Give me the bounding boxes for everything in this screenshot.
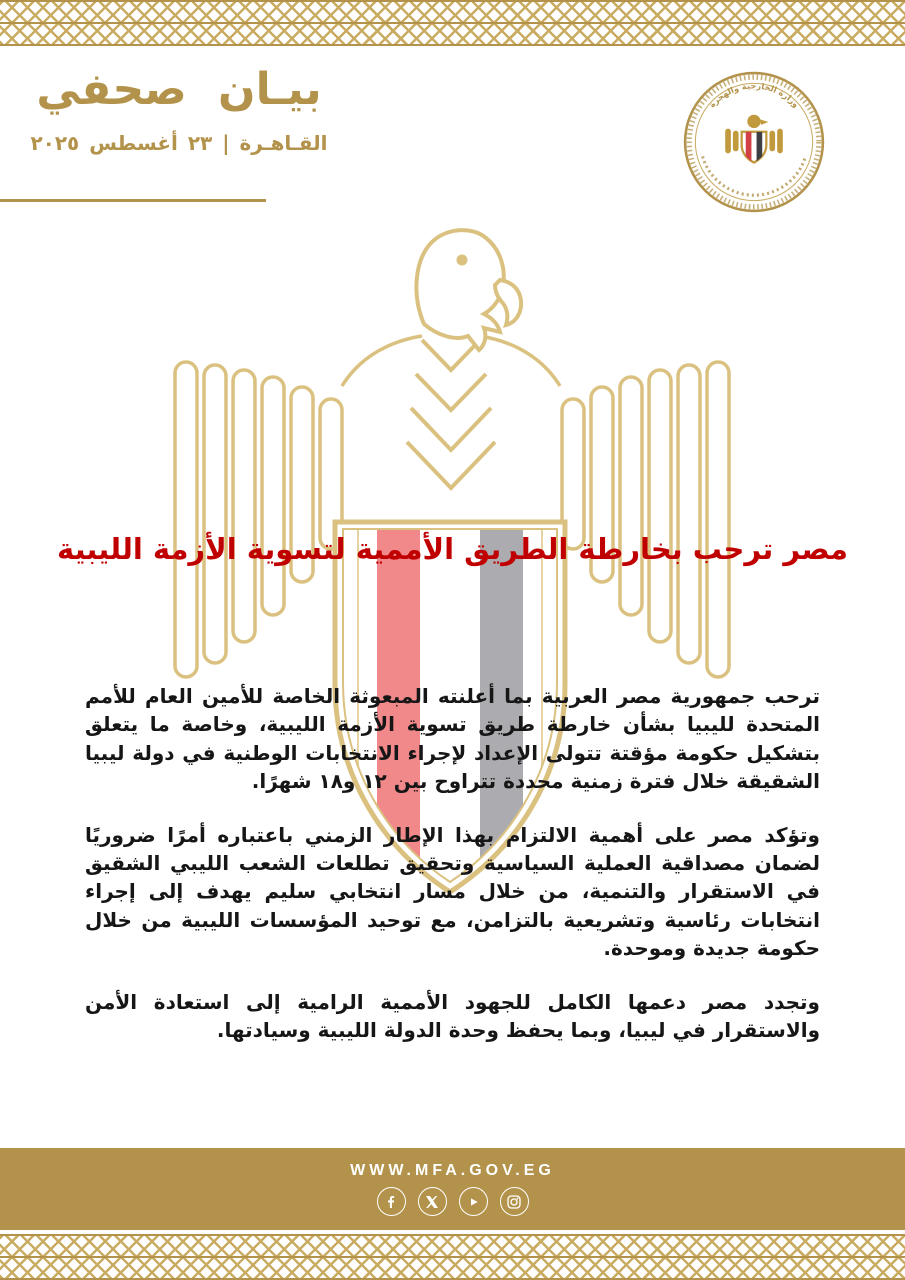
header-rule — [0, 199, 266, 202]
decorative-border-top — [0, 0, 905, 46]
header — [28, 64, 330, 155]
instagram-icon[interactable] — [500, 1187, 529, 1216]
footer-bar — [0, 1148, 905, 1230]
statement-body — [85, 682, 820, 1069]
paragraph-1: ترحب جمهورية مصر العربية بما أعلنته المبعوثة الخاصة للأمين العام للأمم المتحدة لليبيا بشأن خارطة طريق تسوية الأزمة الليبية، وخاصة ما يتعلق بتشكيل حكومة مؤقتة تتولى الإعداد لإجراء الانتخابات الوطنية في دولة ليبيا الشقيقة خلال فترة زمنية محددة تتراوح بين ١٢ و١٨ شهرًا. — [85, 684, 820, 794]
website-url[interactable]: WWW.MFA.GOV.EG — [350, 1162, 555, 1179]
x-icon[interactable] — [418, 1187, 447, 1216]
paragraph-2: وتؤكد مصر على أهمية الالتزام بهذا الإطار الزمني باعتباره أمرًا ضروريًا لضمان مصداقية العملية السياسية وتحقيق تطلعات الشعب الليبي الشقيق في الاستقرار والتنمية، من خلال مسار انتخابي سليم يهدف إلى إجراء انتخابات رئاسية وتشريعية بالتزامن، مع توحيد المؤسسات الليبية من خلال حكومة جديدة وموحدة. — [85, 822, 820, 961]
social-links — [377, 1187, 529, 1216]
headline: مصر ترحب بخارطة الطريق الأممية لتسوية الأزمة الليبية — [57, 532, 848, 566]
youtube-icon[interactable] — [459, 1187, 488, 1216]
dateline: القـاهـرة | ٢٣ أغسطس ٢٠٢٥ — [30, 131, 328, 155]
seal-ring-text: وزارة الخارجية والهجرة — [706, 80, 802, 110]
ministry-seal — [682, 70, 826, 214]
press-statement-title: بيـان صحفي — [36, 64, 322, 115]
paragraph-3: وتجدد مصر دعمها الكامل للجهود الأممية الرامية إلى استعادة الأمن والاستقرار في ليبيا، وبما يحفظ وحدة الدولة الليبية وسيادتها. — [85, 989, 820, 1042]
facebook-icon[interactable] — [377, 1187, 406, 1216]
decorative-border-bottom — [0, 1234, 905, 1280]
